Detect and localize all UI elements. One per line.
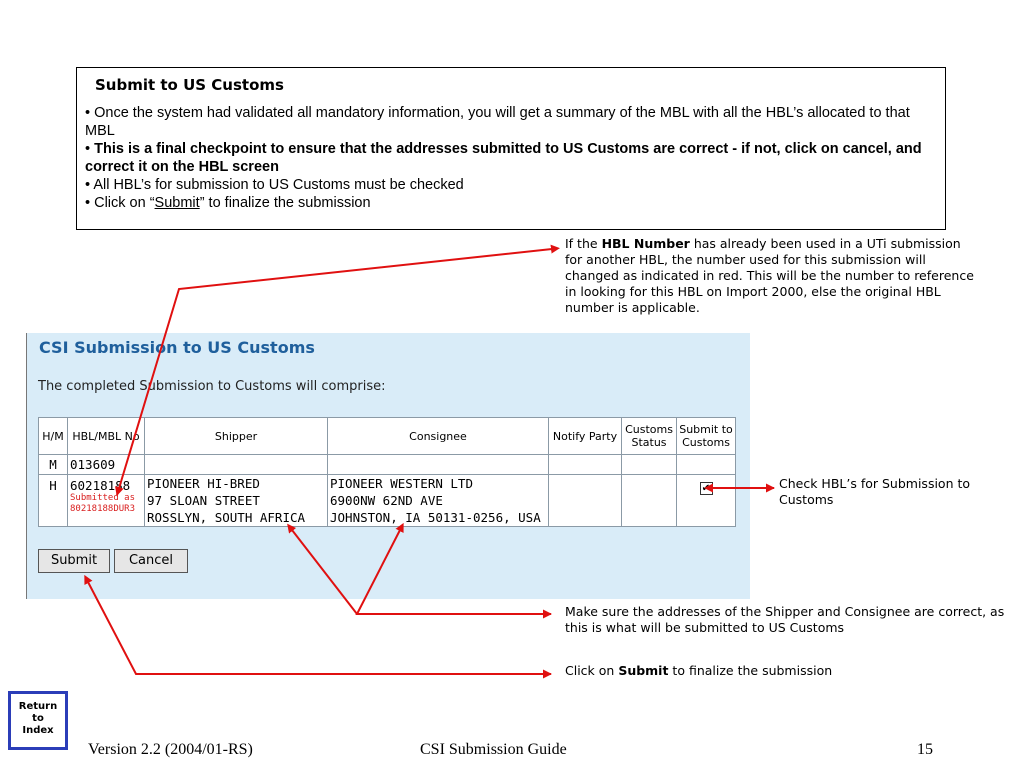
shipper-address: PIONEER HI-BRED 97 SLOAN STREET ROSSLYN, SOUTH AFRICA — [145, 475, 328, 527]
consignee-address: PIONEER WESTERN LTD 6900NW 62ND AVE JOHNSTON, IA 50131-0256, USA — [328, 475, 549, 527]
bullet-1: • Once the system had validated all mandatory information, you will get a summary of the MBL with all the HBL’s allocated to that MBL — [85, 105, 910, 139]
footer-title: CSI Submission Guide — [420, 741, 567, 758]
col-hm: H/M — [39, 418, 68, 455]
submit-arrow — [88, 582, 551, 674]
submit-checkbox[interactable]: ✔ — [700, 482, 713, 495]
hbl-number-arrow — [117, 249, 552, 495]
addresses-note: Make sure the addresses of the Shipper and Consignee are correct, as this is what will be submitted to US Customs — [565, 604, 1005, 635]
submit-button[interactable]: Submit — [38, 549, 110, 573]
table-row: H 60218188 Submitted as 80218188DUR3 PIONEER HI-BRED 97 SLOAN STREET ROSSLYN, SOUTH AFRICA PIONEER WESTERN LTD 6900NW 62ND AVE JOHNSTON, IA 50131-0256, USA ✔ — [39, 475, 736, 527]
consignee-arrow — [357, 530, 551, 614]
hbl-number: 60218188 — [70, 478, 131, 493]
panel-title: CSI Submission to US Customs — [39, 338, 315, 357]
col-consignee: Consignee — [328, 418, 549, 455]
shipper-arrow — [292, 530, 357, 614]
hbl-number-note: If the HBL Number has already been used in a UTi submission for another HBL, the number used for this submission will changed as indicated in red. This will be the number to reference in looking for this HBL on Import 2000, else the original HBL number is applicable. — [565, 236, 974, 315]
col-notify-party: Notify Party — [549, 418, 622, 455]
table-row: M 013609 — [39, 455, 736, 475]
footer-version: Version 2.2 (2004/01-RS) — [88, 741, 253, 758]
footer-page-number: 15 — [917, 741, 933, 758]
submit-link-text: Submit — [154, 195, 200, 211]
col-customs-status: Customs Status — [622, 418, 677, 455]
instruction-title: Submit to US Customs — [95, 76, 284, 94]
click-submit-note: Click on Submit to finalize the submission — [565, 663, 833, 678]
bullet-4: • Click on “Submit” to finalize the submission — [85, 195, 371, 211]
col-submit-to-customs: Submit to Customs — [677, 418, 736, 455]
submitted-as-number: 80218188DUR3 — [70, 504, 136, 514]
panel-description: The completed Submission to Customs will comprise: — [38, 379, 386, 394]
return-to-index-button[interactable]: Return to Index — [8, 691, 68, 750]
col-shipper: Shipper — [145, 418, 328, 455]
bullet-3: • All HBL’s for submission to US Customs must be checked — [85, 177, 464, 193]
col-hbl-no: HBL/MBL No — [68, 418, 145, 455]
submitted-as-label: Submitted as — [70, 493, 136, 503]
check-hbl-note: Check HBL’s for Submission to Customs — [779, 476, 971, 507]
cancel-button[interactable]: Cancel — [114, 549, 188, 573]
bullet-2: • This is a final checkpoint to ensure that the addresses submitted to US Customs are correct - if not, click on cancel, and correct it on the HBL screen — [85, 141, 922, 175]
